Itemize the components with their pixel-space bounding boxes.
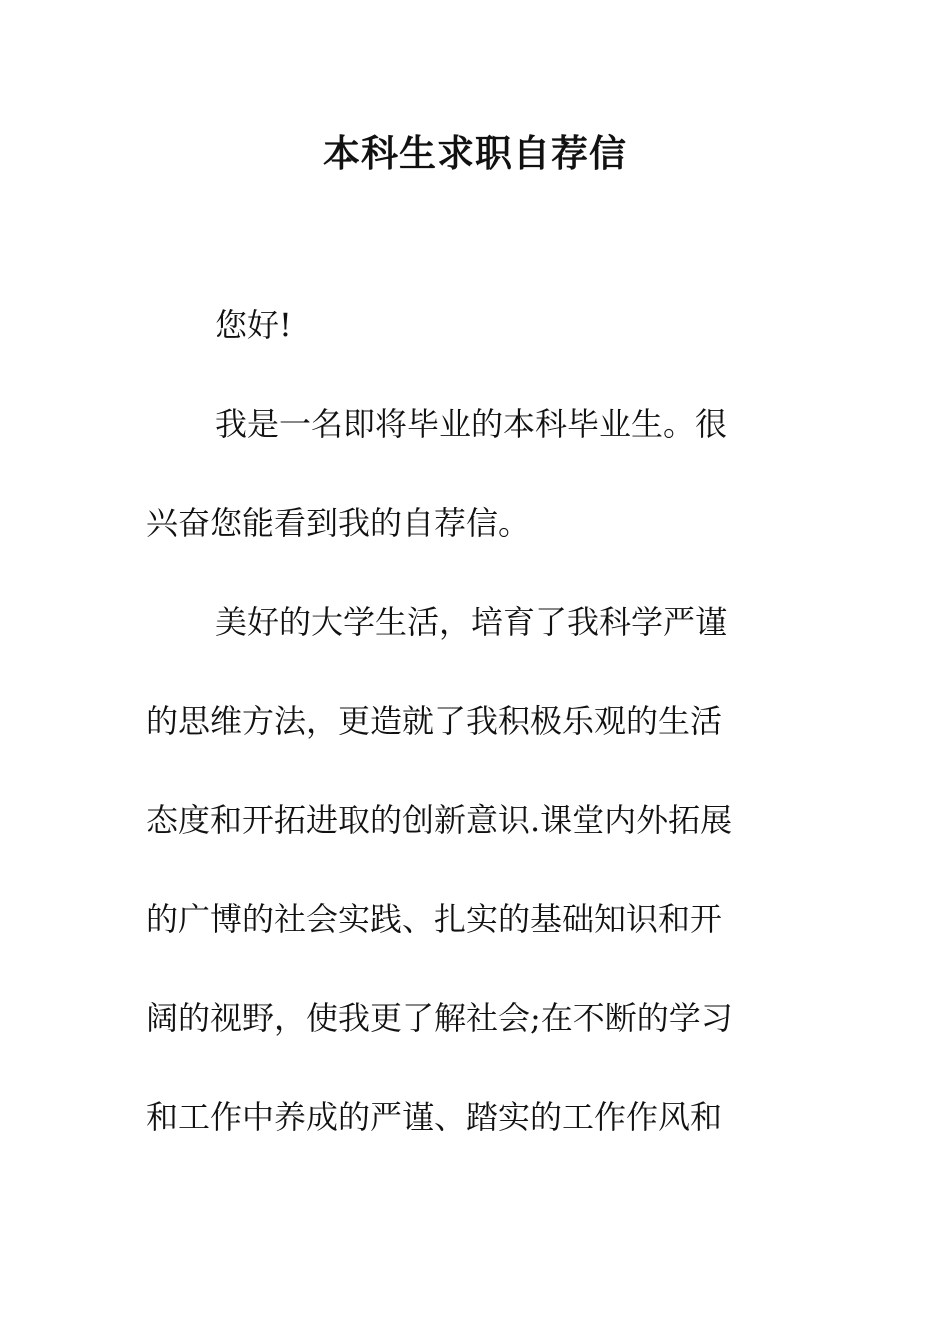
paragraph-line: 兴奋您能看到我的自荐信。 (146, 504, 531, 542)
paragraph-line: 的思维方法，更造就了我积极乐观的生活 (146, 702, 723, 740)
paragraph-line: 和工作中养成的严谨、踏实的工作作风和 (146, 1098, 723, 1136)
document-title: 本科生求职自荐信 (323, 132, 627, 175)
paragraph-line: 态度和开拓进取的创新意识.课堂内外拓展 (146, 801, 733, 839)
paragraph-line: 我是一名即将毕业的本科毕业生。很 (215, 405, 728, 443)
paragraph-line: 的广博的社会实践、扎实的基础知识和开 (146, 900, 723, 938)
paragraph-line: 美好的大学生活，培育了我科学严谨 (215, 603, 728, 641)
letter-body (146, 276, 806, 1167)
paragraph-line: 阔的视野，使我更了解社会;在不断的学习 (146, 999, 733, 1037)
greeting-line: 您好! (215, 306, 292, 344)
